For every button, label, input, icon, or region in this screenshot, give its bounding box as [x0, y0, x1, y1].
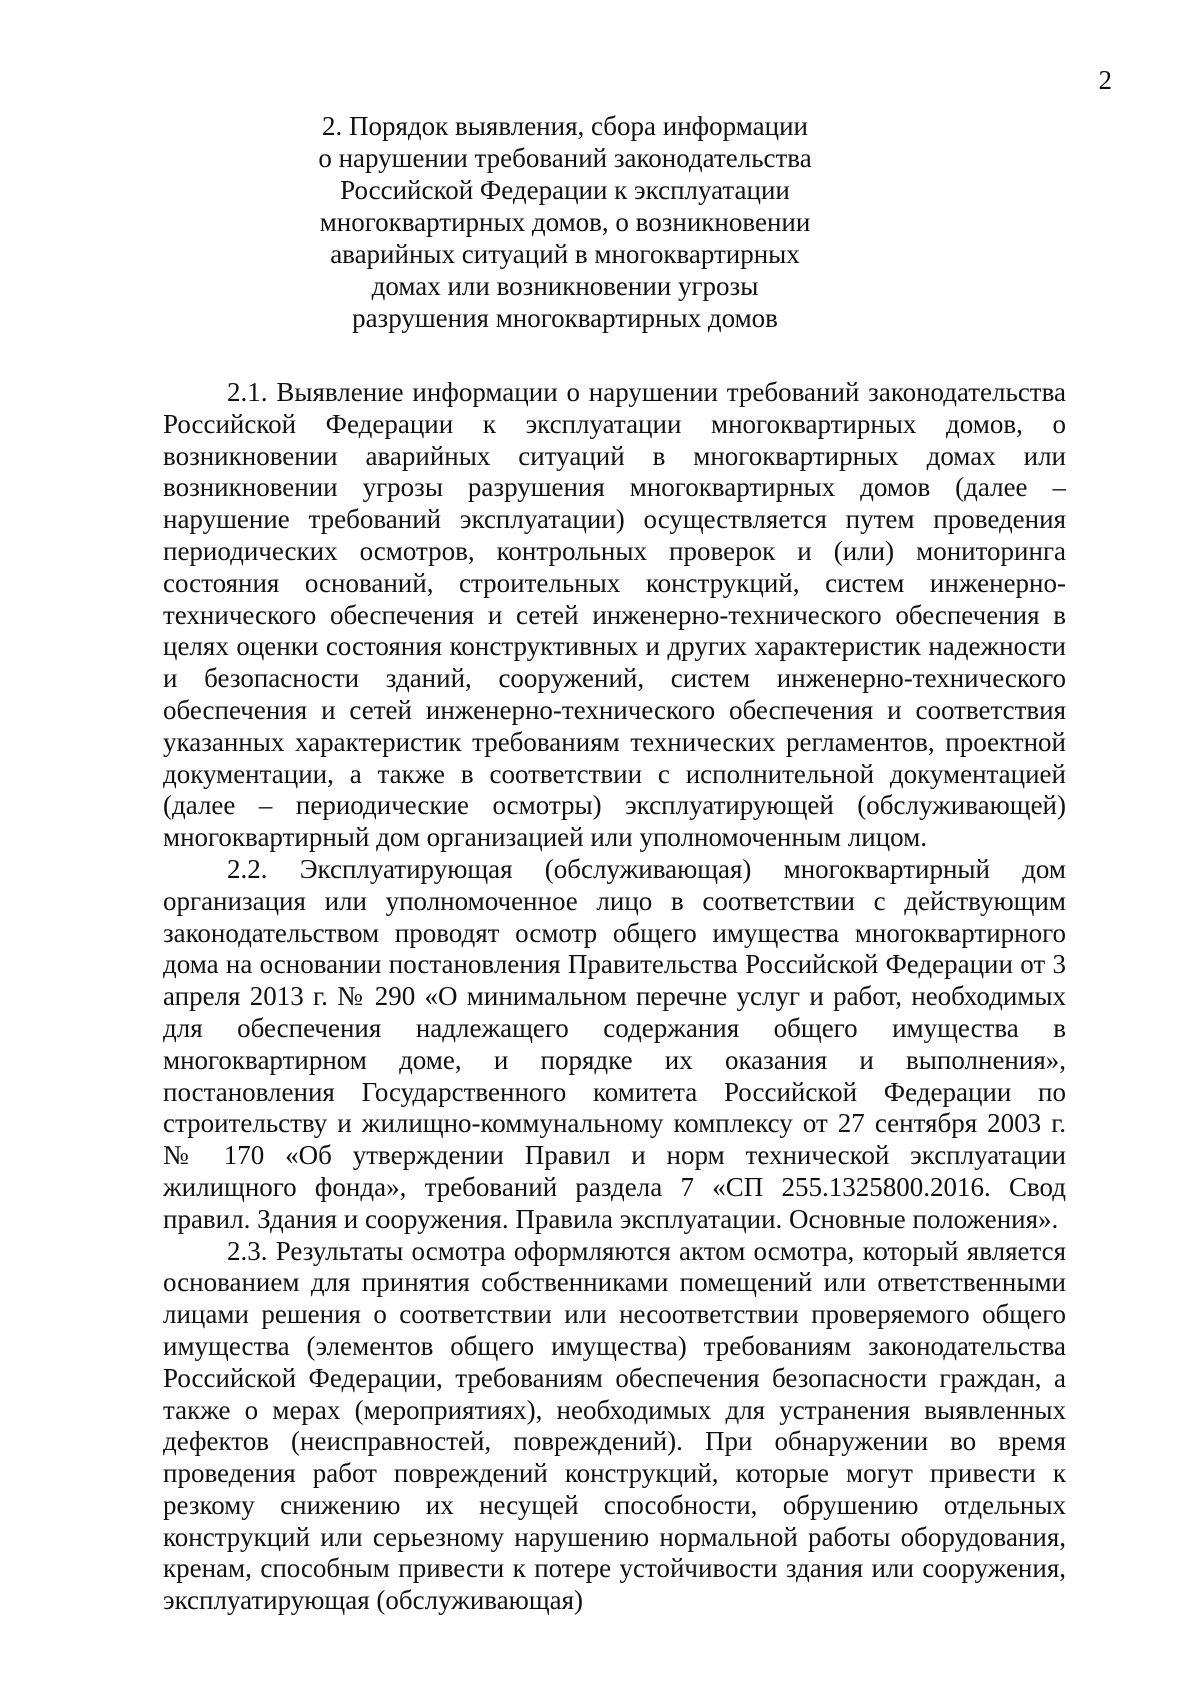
heading-line-5: аварийных ситуаций в многоквартирных: [330, 239, 800, 269]
section-heading: [250, 110, 880, 334]
heading-line-2: о нарушении требований законодательства: [318, 143, 812, 173]
document-body: [163, 377, 1066, 1617]
heading-line-7: разрушения многоквартирных домов: [352, 303, 778, 333]
heading-line-6: домах или возникновении угрозы: [371, 271, 759, 301]
paragraph-2-3: 2.3. Результаты осмотра оформляются актом осмотра, который является основанием для принятия собственниками помещений или ответственными лицами решения о соответствии или несоответствии проверяемого общего имущества (элементов общего имущества) требованиям законодательства Российской Федерации, требованиям обеспечения безопасности граждан, а также о мерах (мероприятиях), необходимых для устранения выявленных дефектов (неисправностей, повреждений). При обнаружении во время проведения работ повреждений конструкций, которые могут привести к резкому снижению их несущей способности, обрушению отдельных конструкций или серьезному нарушению нормальной работы оборудования, кренам, способным привести к потере устойчивости здания или сооружения, эксплуатирующая (обслуживающая): [163, 1235, 1066, 1616]
heading-line-3: Российской Федерации к эксплуатации: [340, 175, 790, 205]
paragraph-2-2: 2.2. Эксплуатирующая (обслуживающая) многоквартирный дом организация или уполномоченное лицо в соответствии с действующим законодательством проводят осмотр общего имущества многоквартирного дома на основании постановления Правительства Российской Федерации от 3 апреля 2013 г. № 290 «О минимальном перечне услуг и работ, необходимых для обеспечения надлежащего содержания общего имущества в многоквартирном доме, и порядке их оказания и выполнения», постановления Государственного комитета Российской Федерации по строительству и жилищно-коммунальному комплексу от 27 сентября 2003 г. № 170 «Об утверждении Правил и норм технической эксплуатации жилищного фонда», требований раздела 7 «СП 255.1325800.2016. Свод правил. Здания и сооружения. Правила эксплуатации. Основные положения».: [163, 853, 1066, 1234]
heading-line-4: многоквартирных домов, о возникновении: [319, 207, 811, 237]
page-number: 2: [1098, 65, 1112, 95]
paragraph-2-1: 2.1. Выявление информации о нарушении требований законодательства Российской Федерации к эксплуатации многоквартирных домов, о возникновении аварийных ситуаций в многоквартирных домах или возникновении угрозы разрушения многоквартирных домов (далее – нарушение требований эксплуатации) осуществляется путем проведения периодических осмотров, контрольных проверок и (или) мониторинга состояния оснований, строительных конструкций, систем инженерно-технического обеспечения и сетей инженерно-технического обеспечения в целях оценки состояния конструктивных и других характеристик надежности и безопасности зданий, сооружений, систем инженерно-технического обеспечения и сетей инженерно-технического обеспечения и соответствия указанных характеристик требованиям технических регламентов, проектной документации, а также в соответствии с исполнительной документацией (далее – периодические осмотры) эксплуатирующей (обслуживающей) многоквартирный дом организацией или уполномоченным лицом.: [163, 377, 1066, 853]
heading-line-1: 2. Порядок выявления, сбора информации: [322, 111, 808, 141]
